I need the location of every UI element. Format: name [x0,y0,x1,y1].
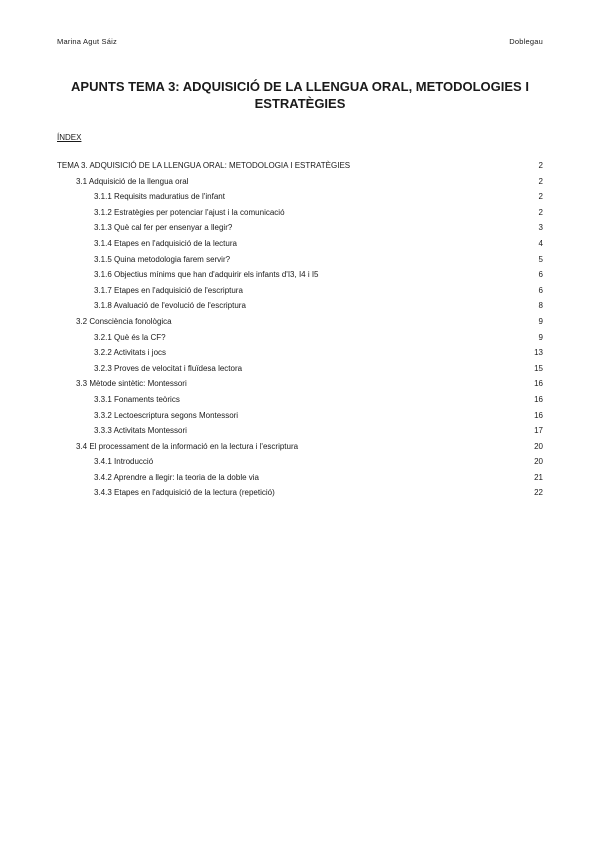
toc-entry[interactable] [57,174,543,190]
toc-entry-title[interactable]: 3.2.2 Activitats i jocs [94,348,167,358]
toc-entry[interactable] [57,345,543,361]
toc-entry-page-number[interactable]: 2 [538,207,543,217]
toc-heading: ÍNDEX [57,133,82,142]
toc-entry[interactable] [57,158,543,174]
toc-entry[interactable] [57,485,543,501]
toc-entry-title[interactable]: 3.3 Mètode sintètic: Montessori [76,379,187,389]
toc-entry-title[interactable]: 3.1.4 Etapes en l'adquisició de la lectura [94,238,237,248]
toc-entry-title[interactable]: 3.1.3 Què cal fer per ensenyar a llegir? [94,223,233,233]
toc-entry[interactable] [57,361,543,377]
toc-entry[interactable] [57,408,543,424]
toc-entry-page-number[interactable]: 22 [534,488,543,498]
toc-entry-page-number[interactable]: 4 [538,238,543,248]
toc-entry-title[interactable]: 3.1.7 Etapes en l'adquisició de l'escriptura [94,285,243,295]
toc-entry-page-number[interactable]: 2 [538,161,543,170]
toc-entry[interactable] [57,252,543,268]
toc-entry-page-number[interactable]: 21 [534,472,543,482]
toc-entry-title[interactable]: 3.3.1 Fonaments teòrics [94,394,180,404]
toc-entry-title[interactable]: 3.3.2 Lectoescriptura segons Montessori [94,410,239,420]
toc-entry-page-number[interactable]: 15 [534,363,543,373]
toc-entry-title[interactable]: 3.2.1 Què és la CF? [94,332,166,342]
toc-entry-page-number[interactable]: 16 [534,410,543,420]
toc-entry-title[interactable]: 3.4.2 Aprendre a llegir: la teoria de la doble via [94,472,259,482]
page-header [57,37,543,49]
toc-entry-page-number[interactable]: 9 [538,332,543,342]
toc-entry-title[interactable]: 3.4.3 Etapes en l'adquisició de la lectura (repetició) [94,488,275,498]
toc-entry-title[interactable]: 3.1.6 Objectius mínims que han d'adquirir els infants d'I3, I4 i I5 [94,270,319,280]
toc-entry-title[interactable]: 3.3.3 Activitats Montessori [94,426,187,436]
toc-entry[interactable] [57,236,543,252]
table-of-contents [57,158,543,501]
document-title: APUNTS TEMA 3: ADQUISICIÓ DE LA LLENGUA ORAL, METODOLOGIES I ESTRATÈGIES [71,79,529,111]
toc-entry-title[interactable]: 3.1.2 Estratègies per potenciar l'ajust i la comunicació [94,207,285,217]
toc-entry[interactable] [57,439,543,455]
toc-entry[interactable] [57,470,543,486]
toc-entry[interactable] [57,298,543,314]
toc-entry[interactable] [57,376,543,392]
toc-entry-page-number[interactable]: 3 [538,223,543,233]
toc-entry-title[interactable]: 3.1 Adquisició de la llengua oral [76,176,189,186]
toc-entry-title[interactable]: 3.1.5 Quina metodologia farem servir? [94,254,231,264]
toc-entry[interactable] [57,205,543,221]
toc-entry-page-number[interactable]: 2 [538,192,543,202]
toc-entry-page-number[interactable]: 6 [538,285,543,295]
header-author: Marina Agut Sáiz [57,37,117,46]
toc-entry-page-number[interactable]: 9 [538,316,543,326]
toc-entry[interactable] [57,423,543,439]
toc-entry-title[interactable]: 3.1.1 Requisits maduratius de l'infant [94,192,225,202]
toc-entry-page-number[interactable]: 8 [538,301,543,311]
toc-entry-title[interactable]: 3.1.8 Avaluació de l'evolució de l'escriptura [94,301,246,311]
toc-entry-page-number[interactable]: 5 [538,254,543,264]
toc-entry[interactable] [57,314,543,330]
toc-entry[interactable] [57,267,543,283]
header-site: Doblegau [509,37,543,46]
toc-entry[interactable] [57,330,543,346]
toc-entry-page-number[interactable]: 17 [534,426,543,436]
toc-entry-title[interactable]: TEMA 3. ADQUISICIÓ DE LA LLENGUA ORAL: METODOLOGIA I ESTRATÈGIES [57,161,351,170]
toc-entry-title[interactable]: 3.2.3 Proves de velocitat i fluïdesa lectora [94,363,243,373]
toc-entry[interactable] [57,220,543,236]
toc-entry-title[interactable]: 3.4.1 Introducció [94,457,154,467]
toc-entry-title[interactable]: 3.4 El processament de la informació en la lectura i l'escriptura [76,441,299,451]
toc-entry-page-number[interactable]: 2 [538,176,543,186]
toc-entry-page-number[interactable]: 20 [534,441,543,451]
toc-entry-page-number[interactable]: 16 [534,379,543,389]
toc-entry-page-number[interactable]: 16 [534,394,543,404]
toc-entry-page-number[interactable]: 20 [534,457,543,467]
toc-entry-page-number[interactable]: 13 [534,348,543,358]
toc-entry[interactable] [57,189,543,205]
toc-entry-page-number[interactable]: 6 [538,270,543,280]
toc-entry[interactable] [57,283,543,299]
toc-entry[interactable] [57,454,543,470]
toc-entry[interactable] [57,392,543,408]
toc-entry-title[interactable]: 3.2 Consciència fonològica [76,316,172,326]
